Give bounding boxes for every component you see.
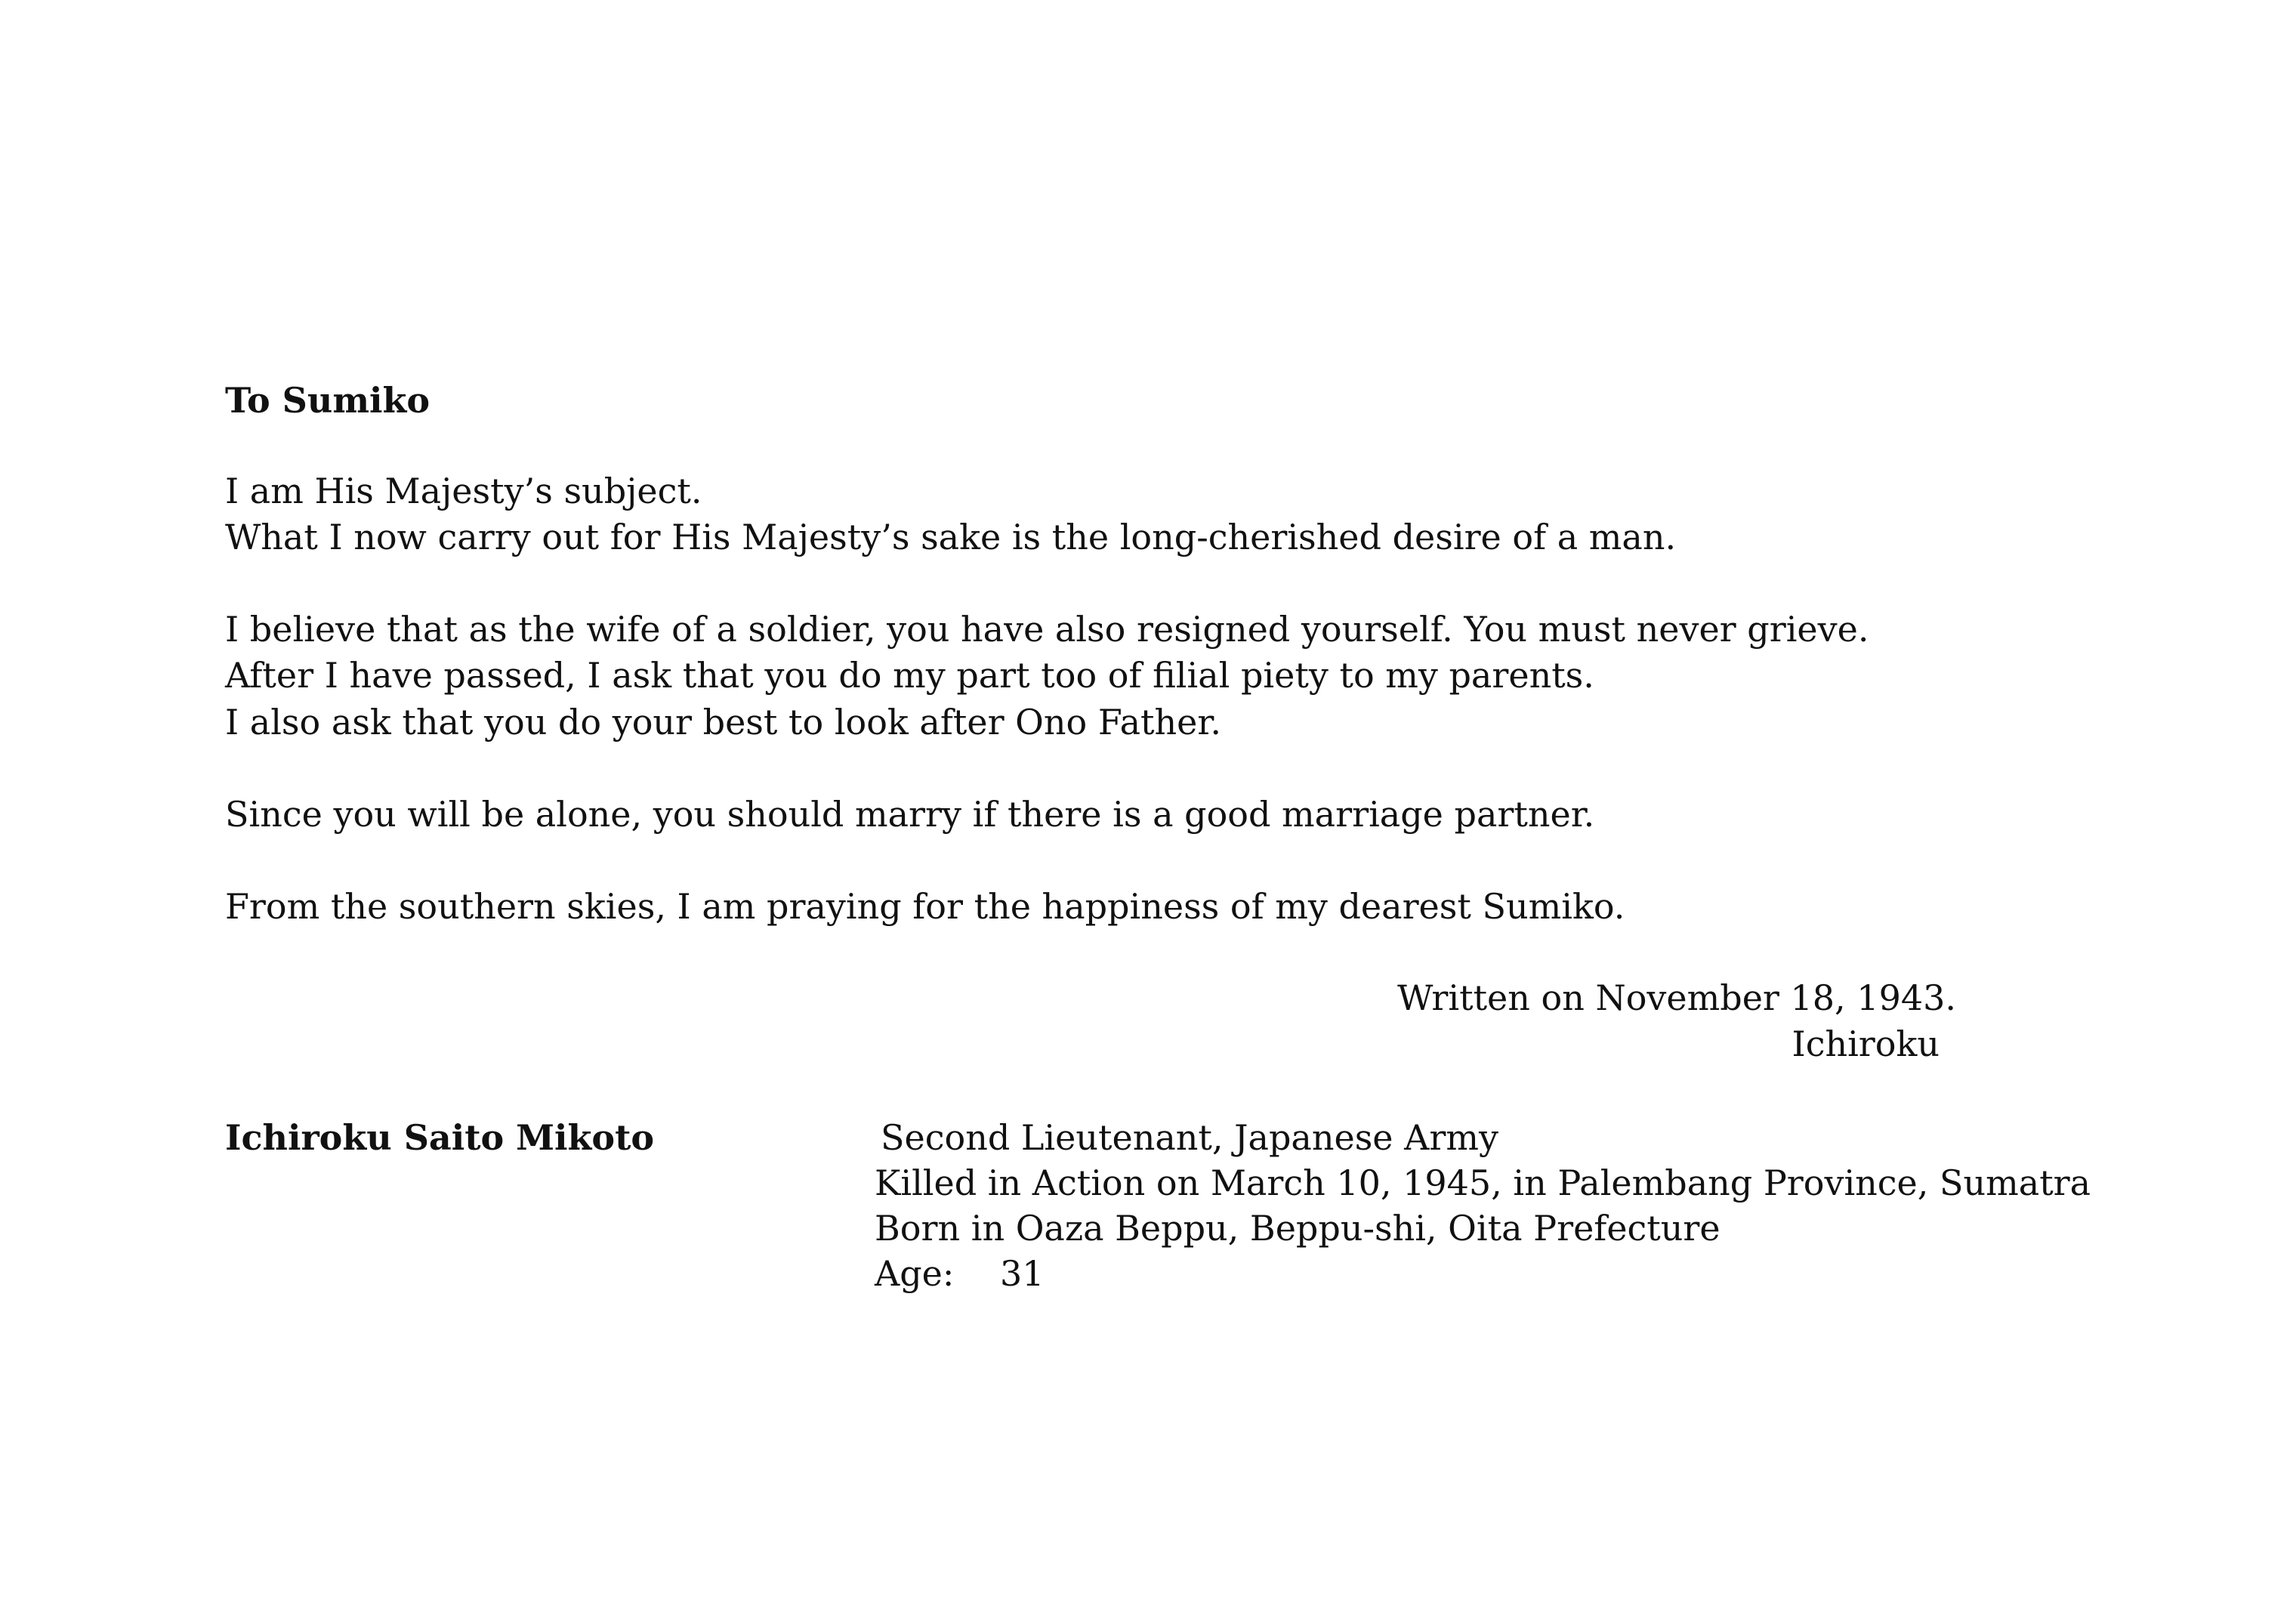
letter-line: I also ask that you do your best to look after Ono Father. bbox=[225, 702, 1221, 743]
bio-birthplace: Born in Oaza Beppu, Beppu-shi, Oita Prefecture bbox=[875, 1208, 1721, 1249]
bio-age: Age: 31 bbox=[875, 1253, 1045, 1294]
bio-death: Killed in Action on March 10, 1945, in Palembang Province, Sumatra bbox=[875, 1162, 2091, 1203]
closing-date: Written on November 18, 1943. bbox=[1397, 977, 1956, 1018]
bio-name: Ichiroku Saito Mikoto bbox=[225, 1117, 655, 1158]
letter-line: I believe that as the wife of a soldier, you have also resigned yourself. You must never grieve. bbox=[225, 609, 1869, 650]
letter-line: Since you will be alone, you should marry if there is a good marriage partner. bbox=[225, 794, 1595, 835]
letter-line: From the southern skies, I am praying for the happiness of my dearest Sumiko. bbox=[225, 886, 1625, 927]
bio-rank: Second Lieutenant, Japanese Army bbox=[881, 1117, 1498, 1158]
salutation: To Sumiko bbox=[225, 380, 431, 421]
letter-line: I am His Majesty’s subject. bbox=[225, 471, 702, 511]
signature: Ichiroku bbox=[1792, 1023, 1940, 1064]
letter-line: After I have passed, I ask that you do my part too of filial piety to my parents. bbox=[225, 655, 1594, 696]
letter-line: What I now carry out for His Majesty’s sake is the long-cherished desire of a man. bbox=[225, 517, 1677, 557]
